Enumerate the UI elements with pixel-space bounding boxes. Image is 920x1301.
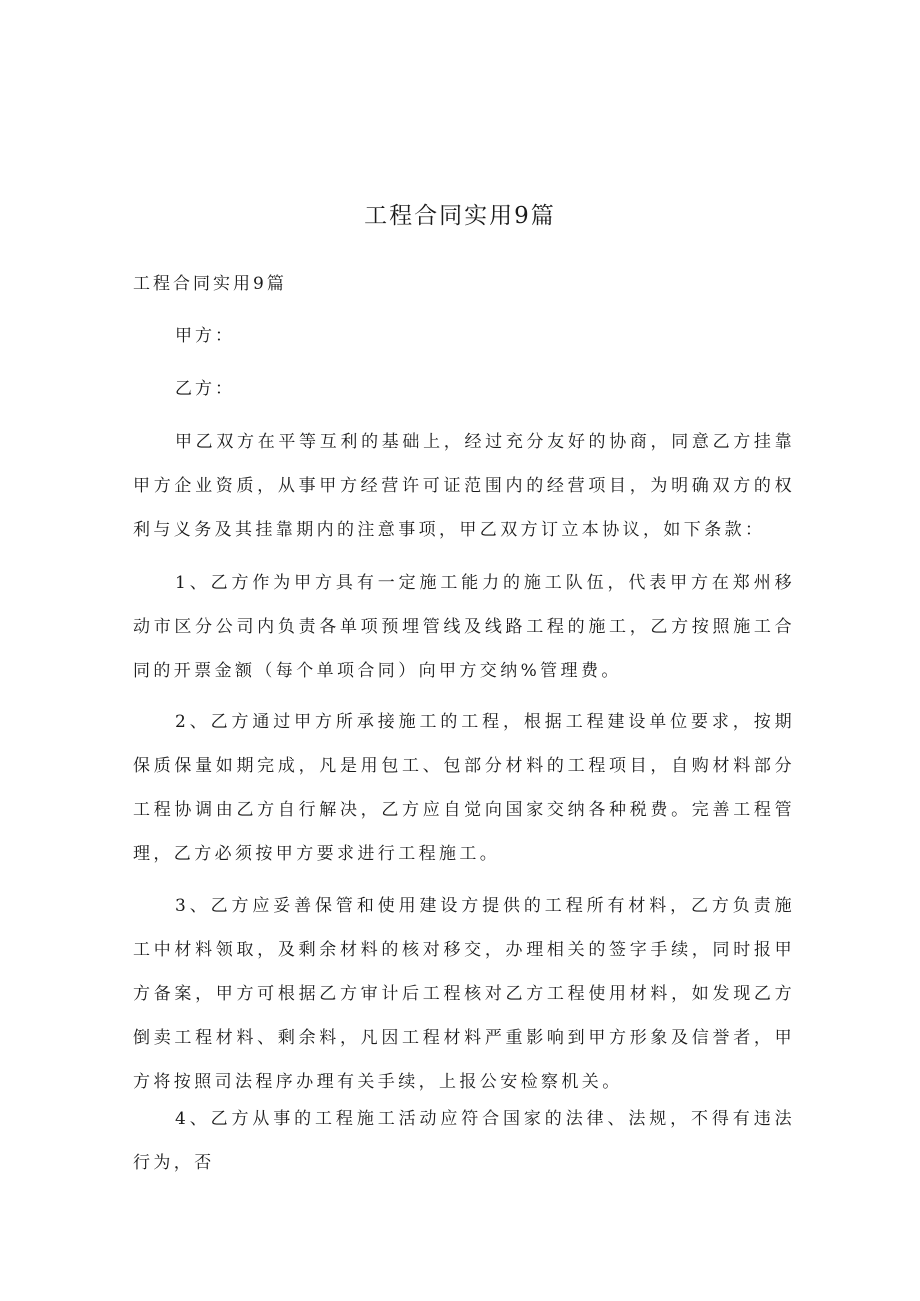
paragraph-clause-4: 4、乙方从事的工程施工活动应符合国家的法律、法规，不得有违法行为，否 (133, 1109, 795, 1173)
paragraph-clause-3: 3、乙方应妥善保管和使用建设方提供的工程所有材料，乙方负责施工中材料领取，及剩余材料的核对移交，办理相关的签字手续，同时报甲方备案，甲方可根据乙方审计后工程核对乙方工程使用材料，如发现乙方倒卖工程材料、剩余料，凡因工程材料严重影响到甲方形象及信誉者，甲方将按照司法程序办理有关手续，上报公安检察机关。 (133, 896, 795, 1092)
paragraph-clause-1: 1、乙方作为甲方具有一定施工能力的施工队伍，代表甲方在郑州移动市区分公司内负责各单项预埋管线及线路工程的施工，乙方按照施工合同的开票金额（每个单项合同）向甲方交纳%管理费。 (133, 573, 795, 681)
party-b-label: 乙方： (175, 379, 235, 399)
paragraph-clause-2: 2、乙方通过甲方所承接施工的工程，根据工程建设单位要求，按期保质保量如期完成，凡是用包工、包部分材料的工程项目，自购材料部分工程协调由乙方自行解决，乙方应自觉向国家交纳各种税费。完善工程管理，乙方必须按甲方要求进行工程施工。 (133, 712, 795, 864)
paragraph-intro: 甲乙双方在平等互利的基础上，经过充分友好的协商，同意乙方挂靠甲方企业资质，从事甲方经营许可证范围内的经营项目，为明确双方的权利与义务及其挂靠期内的注意事项，甲乙双方订立本协议，如下条款： (133, 432, 795, 540)
document-title: 工程合同实用9篇 (364, 203, 556, 229)
party-a-label: 甲方： (175, 326, 235, 346)
document-subtitle: 工程合同实用9篇 (133, 274, 287, 294)
